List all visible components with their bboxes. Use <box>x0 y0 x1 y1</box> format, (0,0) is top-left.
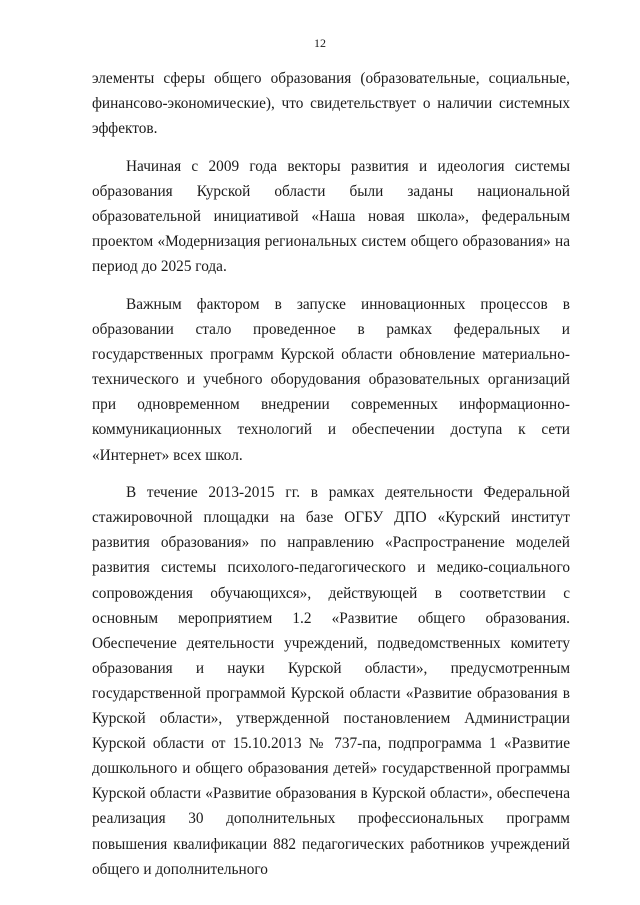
paragraph-2: Начиная с 2009 года векторы развития и идеология системы образования Курской области были заданы национальной образовательной инициативой «Наша новая школа», федеральным проектом «Модернизация региональных систем общего образования» на период до 2025 года. <box>92 157 570 276</box>
page-number: 12 <box>314 36 326 50</box>
paragraph-1: элементы сферы общего образования (образовательные, социальные, финансово-экономические), что свидетельствует о наличии системных эффектов. <box>92 70 570 138</box>
paragraph-4: В течение 2013-2015 гг. в рамках деятельности Федеральной стажировочной площадки на базе ОГБУ ДПО «Курский институт развития образования» по направлению «Распространение моделей развития системы психолого-педагогического и медико-социального сопровождения обучающихся», действующей в соответствии с основным мероприятием 1.2 «Развитие общего образования. Обеспечение деятельности учреждений, подведомственных комитету образования и науки Курской области», предусмотренным государственной программой Курской области «Развитие образования в Курской области», утвержденной постановлением Администрации Курской области от 15.10.2013 № 737-па, подпрограмма 1 «Развитие дошкольного и общего образования детей» государственной программы Курской области «Развитие образования в Курской области», обеспечена реализация 30 дополнительных профессиональных программ повышения квалификации 882 педагогических работников учреждений общего и дополнительного <box>92 484 570 878</box>
paragraph-3: Важным фактором в запуске инновационных процессов в образовании стало проведенное в рамках федеральных и государственных программ Курской области обновление материально-технического и учебного оборудования образовательных организаций при одновременном внедрении современных информационно-коммуникационных технологий и обеспечении доступа к сети «Интернет» всех школ. <box>92 295 570 464</box>
body-text <box>92 66 570 882</box>
